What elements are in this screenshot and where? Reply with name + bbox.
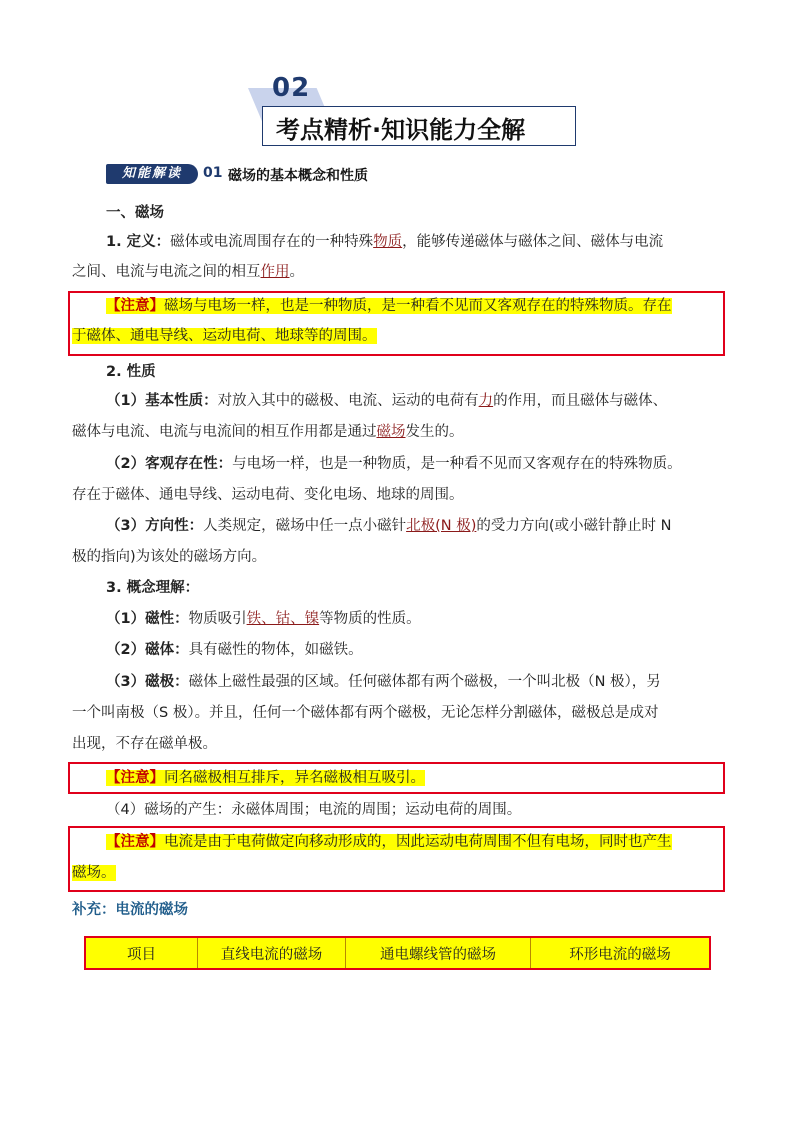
heading-properties: 2. 性质 [106,364,156,380]
heading-magnetic-field: 一、磁场 [106,205,164,221]
definition-text: 。 [289,264,304,280]
property-2-line-2: 存在于磁体、通电导线、运动电荷、变化电场、地球的周围。 [72,487,464,503]
property-keyword-force: 力 [478,393,494,409]
concept-label: （3）磁极： [106,674,189,690]
section-tag: 知能解读 [106,164,198,184]
note-3-text: 电流是由于电荷做定向移动形成的，因此运动电荷周围不但有电场，同时也产生 [164,834,672,850]
table-header-cell: 项目 [86,938,198,968]
banner-number: 02 [272,73,311,103]
property-2-line-1 [106,454,682,474]
property-label: （2）客观存在性： [106,456,233,472]
property-keyword-field: 磁场 [376,424,406,440]
note-mark: 【注意】 [106,770,164,786]
section-title: 磁场的基本概念和性质 [228,168,368,184]
note-3-line-2 [72,863,116,883]
definition-label: 1. 定义： [106,234,171,250]
page-title: 考点精析·知识能力全解 [276,116,526,144]
concept-text: 等物质的性质。 [319,611,421,627]
table-header-cell: 通电螺线管的磁场 [346,938,531,968]
property-text: 对放入其中的磁极、电流、运动的电荷有 [217,393,479,409]
table-header-cell: 直线电流的磁场 [198,938,346,968]
definition-line-1 [106,232,663,252]
definition-line-2 [72,262,304,282]
concept-keyword-metals: 铁、钴、镍 [246,611,320,627]
property-label: （1）基本性质： [106,393,218,409]
note-1-line-2 [72,326,377,346]
concept-3-line-2: 一个叫南极（S 极）。并且，任何一个磁体都有两个磁极，无论怎样分割磁体，磁极总是成对 [72,705,659,721]
heading-concepts: 3. 概念理解： [106,580,200,596]
note-3-text: 磁场。 [72,865,116,881]
section-number: 01 [203,165,223,181]
concept-label: （2）磁体： [106,642,189,658]
note-2-text: 同名磁极相互排斥，异名磁极相互吸引。 [164,770,425,786]
note-1-text: 磁场与电场一样，也是一种物质，是一种看不见而又客观存在的特殊物质。存在 [164,298,672,314]
concept-3-line-1 [106,672,661,692]
note-mark: 【注意】 [106,298,164,314]
concept-text: 具有磁性的物体，如磁铁。 [188,642,363,658]
concept-label: （1）磁性： [106,611,189,627]
property-text: 的受力方向(或小磁针静止时 N [476,518,672,534]
property-text: 的作用，而且磁体与磁体、 [493,393,668,409]
definition-text: ，能够传递磁体与磁体之间、磁体与电流 [402,234,664,250]
supplement-heading: 补充：电流的磁场 [72,902,188,918]
property-3-line-2: 极的指向)为该处的磁场方向。 [72,549,267,565]
property-label: （3）方向性： [106,518,204,534]
concept-text: 物质吸引 [188,611,247,627]
property-text: 人类规定，磁场中任一点小磁针 [203,518,407,534]
note-3-line-1 [106,832,672,852]
concept-text: 磁体上磁性最强的区域。任何磁体都有两个磁极，一个叫北极（N 极），另 [188,674,661,690]
concept-3-line-3: 出现，不存在磁单极。 [72,736,217,752]
property-text: 与电场一样，也是一种物质，是一种看不见而又客观存在的特殊物质。 [232,456,682,472]
magnetic-field-table [84,936,711,970]
note-2-line [106,768,425,788]
property-3-line-1 [106,516,672,536]
property-text: 发生的。 [405,424,464,440]
definition-keyword-action: 作用 [260,264,290,280]
property-keyword-north-pole: 北极(N 极) [406,518,477,534]
note-1-line-1 [106,296,672,316]
definition-text: 磁体或电流周围存在的一种特殊 [170,234,374,250]
table-header-cell: 环形电流的磁场 [569,946,671,963]
property-1-line-1 [106,391,667,411]
definition-keyword-matter: 物质 [373,234,403,250]
concept-4: （4）磁场的产生：永磁体周围；电流的周围；运动电荷的周围。 [106,802,522,818]
definition-text: 之间、电流与电流之间的相互 [72,264,261,280]
concept-2 [106,640,363,660]
property-1-line-2 [72,422,464,442]
note-mark: 【注意】 [106,834,164,850]
note-1-text: 于磁体、通电导线、运动电荷、地球等的周围。 [72,328,377,344]
concept-1 [106,609,421,629]
property-text: 磁体与电流、电流与电流间的相互作用都是通过 [72,424,377,440]
